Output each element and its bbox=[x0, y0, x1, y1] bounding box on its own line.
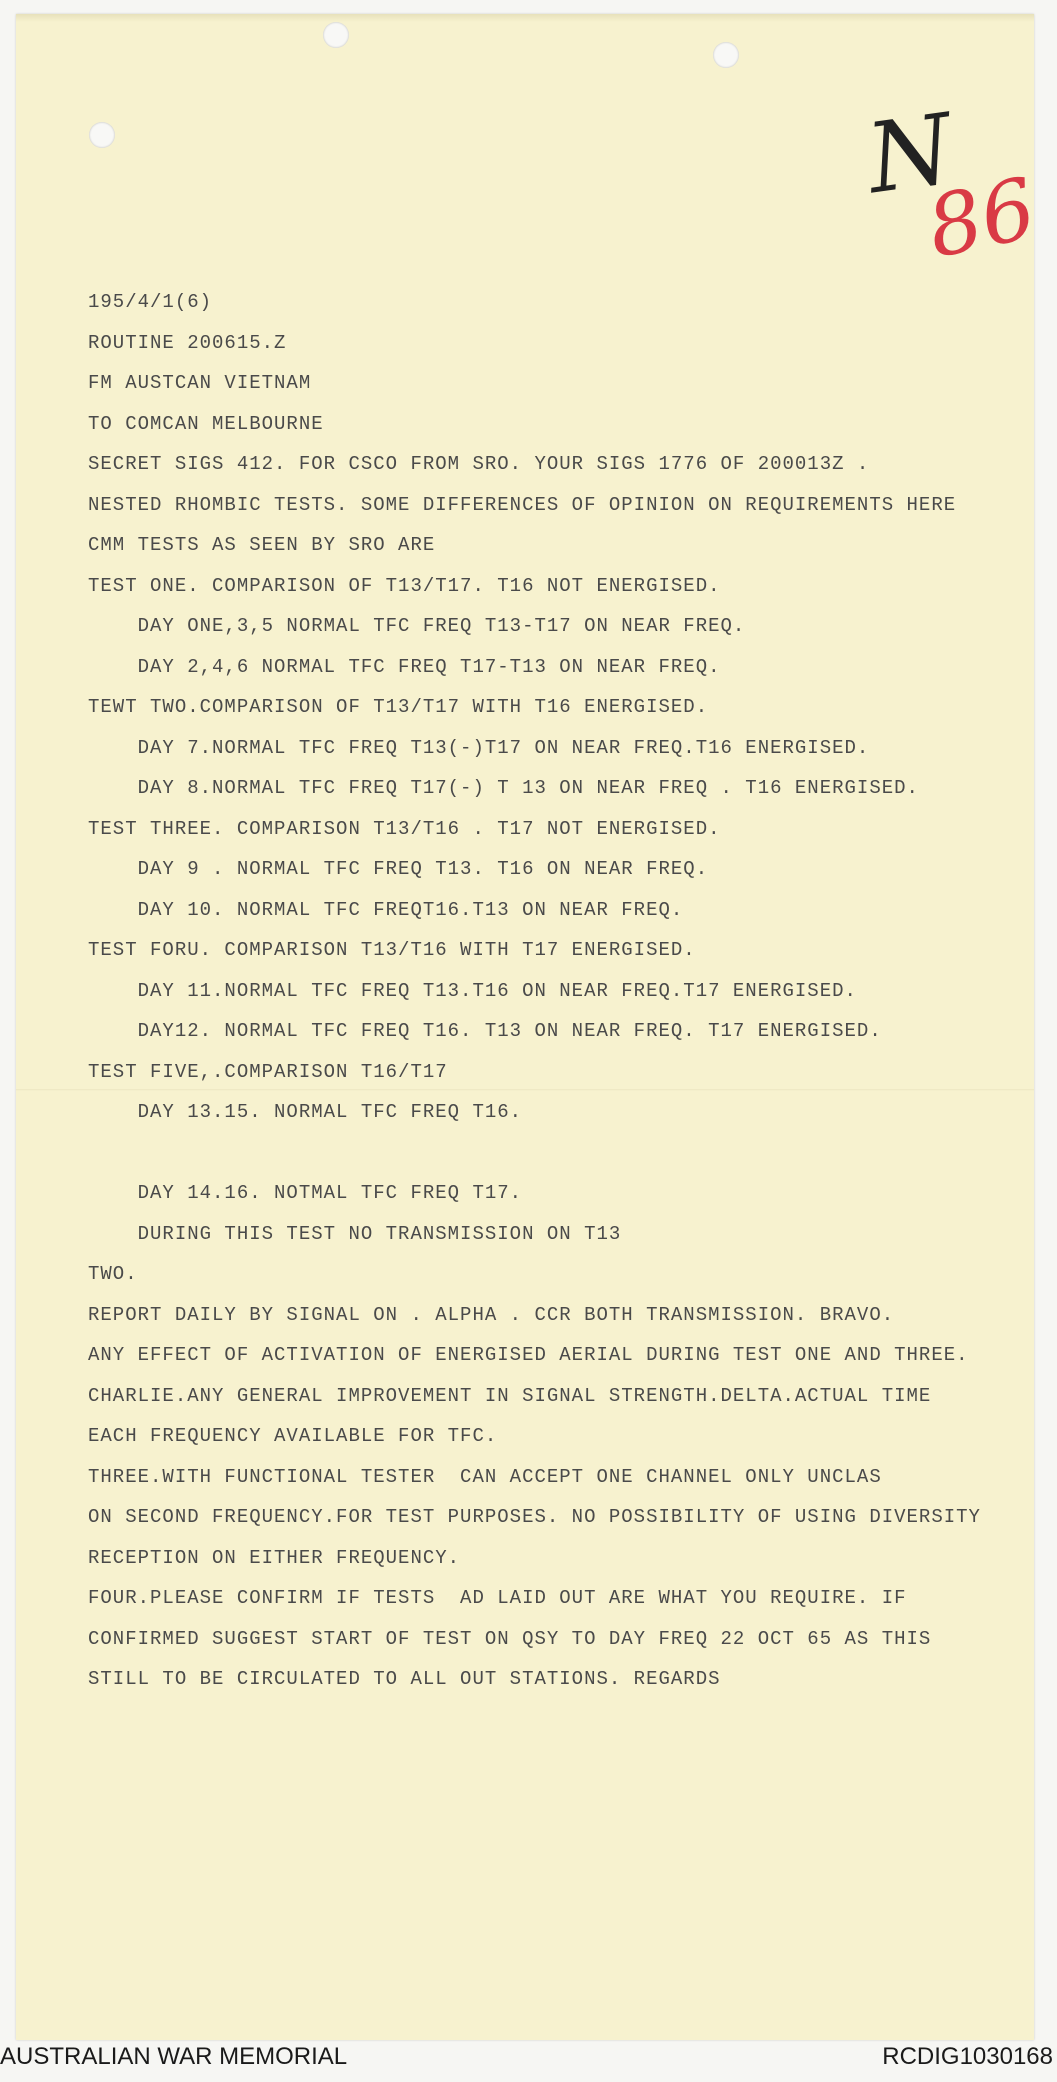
telegram-line: TEST THREE. COMPARISON T13/T16 . T17 NOT ENERGISED. bbox=[88, 818, 721, 840]
folio-number: 86 bbox=[918, 158, 1044, 278]
telegram-line: THREE.WITH FUNCTIONAL TESTER CAN ACCEPT ONE CHANNEL ONLY UNCLAS bbox=[88, 1466, 882, 1488]
telegram-line: 195/4/1(6) bbox=[88, 291, 213, 313]
telegram-line: SECRET SIGS 412. FOR CSCO FROM SRO. YOUR SIGS 1776 OF 200013Z . bbox=[88, 453, 870, 475]
punch-hole bbox=[323, 22, 349, 48]
telegram-line: TWO. bbox=[88, 1263, 138, 1285]
telegram-line: TEST FORU. COMPARISON T13/T16 WITH T17 ENERGISED. bbox=[88, 939, 696, 961]
punch-hole bbox=[713, 42, 739, 68]
telegram-line: DAY12. NORMAL TFC FREQ T16. T13 ON NEAR FREQ. T17 ENERGISED. bbox=[88, 1020, 882, 1042]
telegram-line: EACH FREQUENCY AVAILABLE FOR TFC. bbox=[88, 1425, 498, 1447]
telegram-line: FOUR.PLEASE CONFIRM IF TESTS AD LAID OUT ARE WHAT YOU REQUIRE. IF bbox=[88, 1587, 907, 1609]
telegram-line: DAY 13.15. NORMAL TFC FREQ T16. bbox=[88, 1101, 523, 1123]
telegram-line: CMM TESTS AS SEEN BY SRO ARE bbox=[88, 534, 436, 556]
telegram-line: TEST ONE. COMPARISON OF T13/T17. T16 NOT ENERGISED. bbox=[88, 575, 721, 597]
telegram-line: DAY 11.NORMAL TFC FREQ T13.T16 ON NEAR FREQ.T17 ENERGISED. bbox=[88, 980, 857, 1002]
telegram-line: DAY 7.NORMAL TFC FREQ T13(-)T17 ON NEAR FREQ.T16 ENERGISED. bbox=[88, 737, 870, 759]
telegram-line: DAY 8.NORMAL TFC FREQ T17(-) T 13 ON NEAR FREQ . T16 ENERGISED. bbox=[88, 777, 919, 799]
telegram-line: CHARLIE.ANY GENERAL IMPROVEMENT IN SIGNAL STRENGTH.DELTA.ACTUAL TIME bbox=[88, 1385, 932, 1407]
telegram-line: RECEPTION ON EITHER FREQUENCY. bbox=[88, 1547, 461, 1569]
telegram-line: ANY EFFECT OF ACTIVATION OF ENERGISED AERIAL DURING TEST ONE AND THREE. bbox=[88, 1344, 969, 1366]
telegram-line: DAY 2,4,6 NORMAL TFC FREQ T17-T13 ON NEAR FREQ. bbox=[88, 656, 721, 678]
fold-crease bbox=[16, 1089, 1034, 1091]
telegram-line: TEST FIVE,.COMPARISON T16/T17 bbox=[88, 1061, 448, 1083]
telegram-line: DAY ONE,3,5 NORMAL TFC FREQ T13-T17 ON NEAR FREQ. bbox=[88, 615, 746, 637]
telegram-line: FM AUSTCAN VIETNAM bbox=[88, 372, 312, 394]
telegram-line: CONFIRMED SUGGEST START OF TEST ON QSY TO DAY FREQ 22 OCT 65 AS THIS bbox=[88, 1628, 932, 1650]
telegram-line: ON SECOND FREQUENCY.FOR TEST PURPOSES. NO POSSIBILITY OF USING DIVERSITY bbox=[88, 1506, 981, 1528]
telegram-line: DAY 14.16. NOTMAL TFC FREQ T17. bbox=[88, 1182, 523, 1204]
telegram-line: NESTED RHOMBIC TESTS. SOME DIFFERENCES OF OPINION ON REQUIREMENTS HERE bbox=[88, 494, 957, 516]
telegram-line: TO COMCAN MELBOURNE bbox=[88, 413, 324, 435]
footer-record-id: RCDIG1030168 bbox=[882, 2043, 1053, 2070]
telegram-line: TEWT TWO.COMPARISON OF T13/T17 WITH T16 ENERGISED. bbox=[88, 696, 709, 718]
telegram-line: ROUTINE 200615.Z bbox=[88, 332, 287, 354]
telegram-line: REPORT DAILY BY SIGNAL ON . ALPHA . CCR BOTH TRANSMISSION. BRAVO. bbox=[88, 1304, 895, 1326]
telegram-line: STILL TO BE CIRCULATED TO ALL OUT STATIONS. REGARDS bbox=[88, 1668, 721, 1690]
telegram-line: DAY 9 . NORMAL TFC FREQ T13. T16 ON NEAR FREQ. bbox=[88, 858, 709, 880]
footer-archive-name: AUSTRALIAN WAR MEMORIAL bbox=[0, 2043, 348, 2070]
telegram-line: DURING THIS TEST NO TRANSMISSION ON T13 bbox=[88, 1223, 622, 1245]
handwritten-mark: N bbox=[860, 92, 960, 216]
punch-hole bbox=[89, 122, 115, 148]
telegram-line: DAY 10. NORMAL TFC FREQT16.T13 ON NEAR FREQ. bbox=[88, 899, 684, 921]
